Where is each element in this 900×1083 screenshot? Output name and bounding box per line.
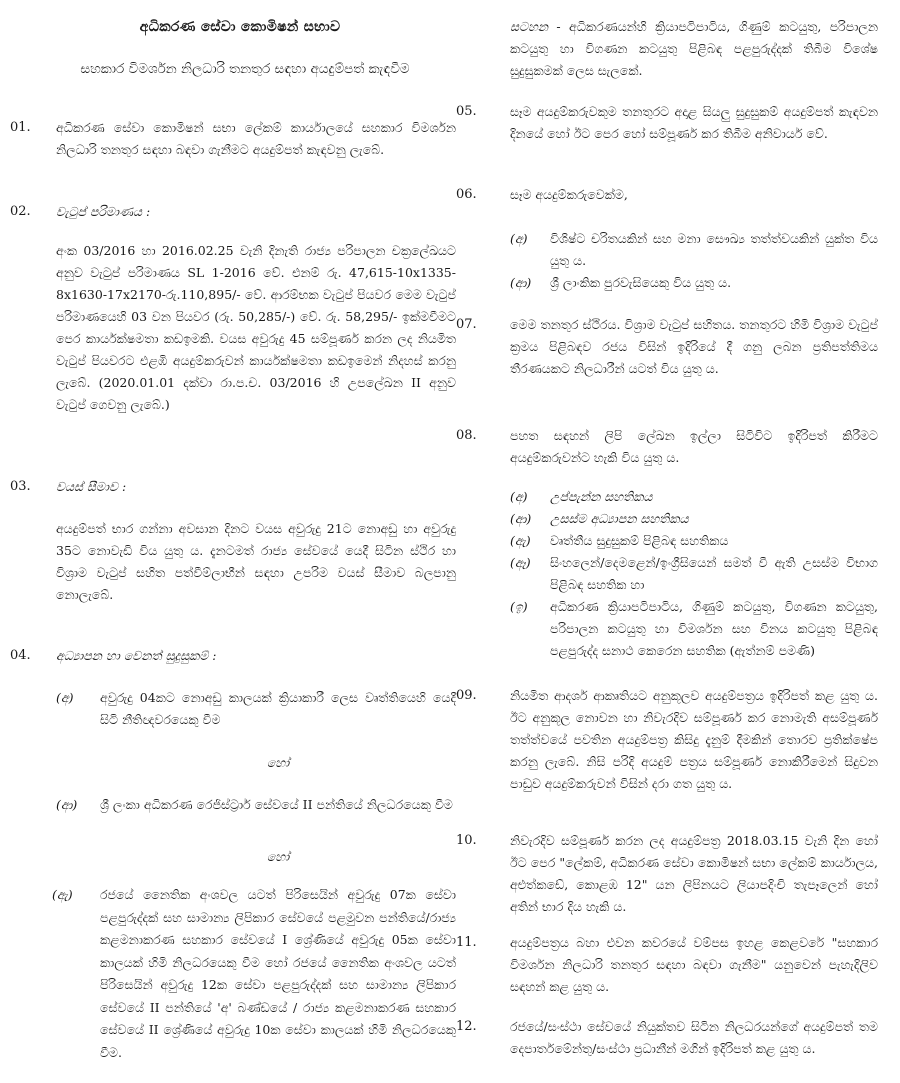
section-number-07: 07. (456, 317, 477, 332)
item-text-06-a: විශිෂ්ට චරිතයකින් සහ මනා සෞඛ්‍ය තත්ත්වයකින් යුක්ත විය යුතු ය. (550, 231, 878, 268)
section-text-03: අයදුම්පත් භාර ගන්නා අවසාන දිනට වයස අවුරුදු 21ට නොඅඩු හා අවුරුදු 35ට නොවැඩි විය යුතු ය. දැනටමත් රාජ්‍ය සේවයේ යෙදී සිටින ස්ථිර හා විශ්‍රාම වැටුප් සහිත පත්වීම්ලාභීන් සඳහා උපරිම වයස් සීමාව බලපානු නොලැබේ. (56, 521, 456, 602)
section-heading-03: වයස් සීමාව : (56, 479, 127, 494)
item-text-08-i: අධිකරණ ක්‍රියාපටිපාටිය, ගිණුම් කටයුතු, විගණන කටයුතු, පරිපාලන කටයුතු හා විමර්ශන සහ විනය කටයුතු පිළිබඳ පළපුරුද්ද සනාථ කෙරෙන සහතික (ඇත්නම් පමණි) (550, 599, 878, 658)
section-number-03: 03. (10, 479, 31, 494)
item-label-08-aa: (ආ) (510, 511, 532, 526)
item-text-04-ae: රජයේ නෛතික අංශවල යටත් පිරිසෙයින් අවුරුදු 07ක සේවා පළපුරුද්දක් සහ සාමාන්‍ය ලිපිකාර සේවයේ පළමුවන පන්තියේ/රාජ්‍ය කළමනාකරණ සහකාර සේවයේ I ශ්‍රේණියේ අවුරුදු 05ක සේවා කාලයක් හිමි නිලධරයෙකු වීම හෝ රජයේ නෛතික අංශවල යටත් පිරිසෙයින් අවුරුදු 12ක සේවා පළපුරුද්දක් සහ සාමාන්‍ය ලිපිකාර සේවයේ II පන්තියේ 'අ' බණ්ඩයේ / රාජ්‍ය කළමනාකරණ සහකාර සේවයේ II ශ්‍රේණියේ අවුරුදු 10ක සේවා කාලයක් හිමි නිලධරයෙකු වීම. (100, 887, 456, 1060)
section-number-12: 12. (456, 1019, 477, 1034)
section-number-08: 08. (456, 428, 477, 443)
item-label-06-aa: (ආ) (510, 275, 532, 290)
section-text-11: අයදුම්පත්‍රය බහා එවන කවරයේ වම්පස ඉහළ කෙළවරේ "සහකාර විමර්ශන නිලධාරි තනතුර සඳහා බඳවා ගැනීම" යනුවෙන් පැහැදිලිව සඳහන් කළ යුතු ය. (510, 935, 878, 994)
section-number-05: 05. (456, 104, 477, 119)
section-text-08: පහත සඳහන් ලිපි ලේඛන ඉල්ලා සිටිවිට ඉදිරිපත් කිරීමට අයදුම්කරුවන්ට හැකි විය යුතු ය. (510, 428, 878, 465)
section-text-06: සෑම අයදුම්කරුවෙක්ම, (510, 187, 628, 202)
item-label-08-a: (අ) (510, 489, 528, 504)
section-heading-02: වැටුප් පරිමාණය : (56, 204, 151, 219)
or-separator-2: හෝ (266, 849, 290, 864)
section-text-09: නියමිත ආදර්ශ ආකෘතියට අනුකූලව අයදුම්පත්‍රය ඉදිරිපත් කළ යුතු ය. ඊට අනුකූල නොවන හා නිවැරදිව සම්පූර්ණ කර නොමැති අසම්පූර්ණ තත්ත්වයේ පවතින අයදුම්පත්‍ර කිසිදු දැනුම් දීමකින් තොරව ප්‍රතික්ෂේප කරනු ලැබේ. නිසි පරිදි අයදුම් පත්‍රය සම්පූර්ණ නොකිරීමෙන් සිදුවන පාඩුව අයදුම්කරුවන් විසින් දරා ගත යුතු ය. (510, 688, 878, 791)
item-text-08-ea: සිංහලෙන්/දෙමළෙන්/ඉංග්‍රීසියෙන් සමත් වී ඇති උසස්ම විභාග පිළිබඳ සහතික හා (550, 555, 878, 592)
section-text-10: නිවැරදිව සම්පූර්ණ කරන ලද අයදුම්පත්‍ර 2018.03.15 වැනි දින හෝ ඊට පෙර "ලේකම්, අධිකරණ සේවා කොමිෂන් සභා ලේකම් කාර්යාලය, අළුත්කඩේ, කොළඹ 12" යන ලිපිනයට ලියාපදිංචි තැපෑලෙන් හෝ අතින් භාර දිය හැකි ය. (510, 833, 878, 914)
item-label-04-aa: (ආ) (56, 797, 78, 812)
item-text-04-aa: ශ්‍රී ලංකා අධිකරණ රෙජිස්ට්‍රාර් සේවයේ II පන්තියේ නිලධරයෙකු වීම (100, 797, 453, 812)
note-block (510, 16, 878, 82)
section-number-02: 02. (10, 204, 31, 219)
section-heading-04: අධ්‍යාපන හා වෙනත් සුදුසුකම් : (56, 648, 217, 663)
section-text-02: අංක 03/2016 හා 2016.02.25 වැනි දිනැති රාජ්‍ය පරිපාලන චක්‍රලේඛයට අනුව වැටුප් පරිමාණය SL 1-2016 වේ. එනම් රු. 47,615-10x1335-8x1630-17x2170-රු.110,895/- වේ. ආරම්භක වැටුප් පියවර මෙම වැටුප් පරිමාණයෙහි 03 වන පියවර (රු. 50,285/-) වේ. රු. 58,295/- ඉක්මවීමට පෙර කාර්යක්ෂමතා කඩඉමකි. වයස අවුරුදු 45 සම්පූර්ණ කරන ලද නියමිත වැටුප් පියවරට එළඹි අයදුම්කරුවන් කාර්යක්ෂමතා කඩඉමෙන් නිදහස් කරනු ලැබේ. (2020.01.01 දක්වා රා.ප.ච. 03/2016 හි උපලේඛන II අනුව වැටුප් ගෙවනු ලැබේ.) (56, 243, 456, 412)
document-title: අධිකරණ සේවා කොමිෂන් සභාව (139, 19, 341, 35)
item-label-06-a: (අ) (510, 231, 528, 246)
note-label: සටහන (510, 19, 548, 34)
item-text-08-aa: උසස්ම අධ්‍යාපන සහතිකය (550, 511, 689, 526)
section-number-11: 11. (456, 935, 477, 950)
section-number-10: 10. (456, 833, 477, 848)
item-label-08-ea: (ඈ) (510, 555, 531, 570)
item-text-06-aa: ශ්‍රී ලාංකික පුරවැසියෙකු විය යුතු ය. (550, 275, 732, 290)
section-number-01: 01. (10, 120, 31, 135)
section-text-07: මෙම තනතුර ස්ථිරය. විශ්‍රාම වැටුප් සහිතය. තනතුරට හිමි විශ්‍රාම වැටුප් ක්‍රමය පිළිබඳව රජය විසින් ඉදිරියේ දී ගනු ලබන ප්‍රතිපත්තිමය තීරණයකට නිලධාරීන් යටත් විය යුතු ය. (510, 317, 878, 376)
item-label-08-i: (ඉ) (510, 599, 528, 614)
item-label-08-ae: (ඇ) (510, 533, 531, 548)
section-number-06: 06. (456, 187, 477, 202)
section-number-09: 09. (456, 688, 477, 703)
item-text-04-a: අවුරුදු 04කට නොඅඩු කාලයක් ක්‍රියාකාරී ලෙස වෘත්තියෙහි යෙදී සිටි නීතිඥවරයෙකු වීම (100, 690, 456, 727)
or-separator-1: හෝ (266, 755, 290, 770)
item-label-04-ae: (ඇ) (52, 887, 73, 902)
section-number-04: 04. (10, 648, 31, 663)
section-text-01: අධිකරණ සේවා කොමිෂන් සභා ලේකම් කාර්යාලයේ සහකාර විමර්ශන නිලධාරි තනතුර සඳහා බඳවා ගැනීමට අයදුම්පත් කැඳවනු ලැබේ. (56, 120, 456, 157)
section-text-12: රජයේ/සංස්ථා සේවයේ නියුක්තව සිටින නිලධරයන්ගේ අයදුම්පත් තම දෙපාර්තමේන්තු/සංස්ථා ප්‍රධානීන් මගින් ඉදිරිපත් කළ යුතු ය. (510, 1019, 878, 1056)
section-text-05: සෑම අයදුම්කරුවකුම තනතුරට අදාළ සියලු සුදුසුකම් අයදුම්පත් කැඳවන දිනයේ හෝ ඊට පෙර හෝ සම්පූර්ණ කර තිබීම අනිවාර්ය වේ. (510, 104, 878, 141)
item-text-08-a: උප්පැන්න සහතිකය (550, 489, 653, 504)
note-text: - අධිකරණයන්හි ක්‍රියාපටිපාටිය, ගිණුම් කටයුතු, පරිපාලන කටයුතු හා විගණන කටයුතු පිළිබඳ පළපුරුද්දක් තිබීම විශේෂ සුදුසුකමක් ලෙස සැලකේ. (510, 19, 878, 78)
item-text-08-ae: වෘත්තීය සුදුසුකම් පිළිබඳ සහතිකය (550, 533, 729, 548)
item-label-04-a: (අ) (56, 690, 74, 705)
document-subtitle: සහකාර විමර්ශන නිලධාරි තනතුර සඳහා අයදුම්පත් කැඳවීම (80, 61, 410, 77)
